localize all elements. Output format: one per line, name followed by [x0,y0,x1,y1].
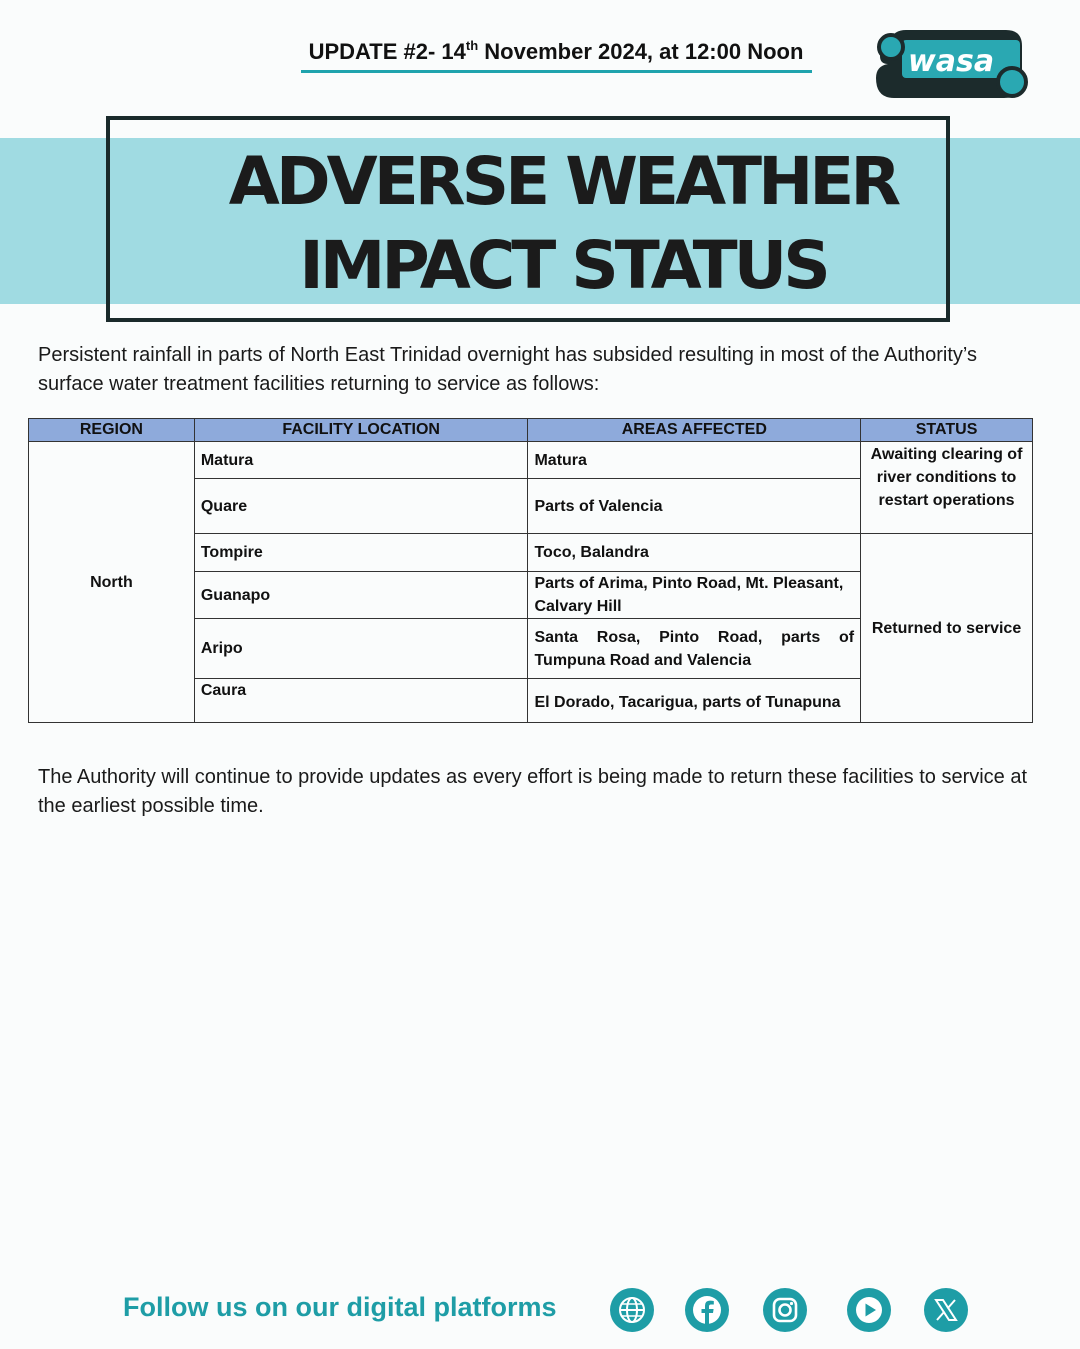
areas-cell: Parts of Arima, Pinto Road, Mt. Pleasant, Calvary Hill [528,572,861,619]
column-header: AREAS AFFECTED [528,419,861,442]
update-underline [301,70,812,73]
areas-cell: Santa Rosa, Pinto Road, parts of Tumpuna Road and Valencia [528,619,861,679]
youtube-icon[interactable] [847,1288,891,1332]
areas-cell: Matura [528,442,861,479]
closing-paragraph: The Authority will continue to provide updates as every effort is being made to return these facilities to service at the earliest possible time. [38,766,1028,817]
status-cell-returned: Returned to service [861,534,1033,723]
svg-text:wasa: wasa [908,44,995,79]
areas-cell: Parts of Valencia [528,479,861,534]
facility-cell: Caura [194,679,528,723]
areas-cell: Toco, Balandra [528,534,861,572]
facility-cell: Tompire [194,534,528,572]
facility-status-table [28,418,1033,723]
column-header: FACILITY LOCATION [194,419,528,442]
facility-cell: Guanapo [194,572,528,619]
column-header: STATUS [861,419,1033,442]
update-heading: UPDATE #2- 14th November 2024, at 12:00 Noon [308,38,804,64]
wasa-logo [872,26,1032,102]
table-row [29,442,1033,479]
intro-paragraph: Persistent rainfall in parts of North East Trinidad overnight has subsided resulting in most of the Authority’s surface water treatment facilities returning to service as follows: [38,344,978,395]
facility-cell: Matura [194,442,528,479]
table-header-row [29,419,1033,442]
instagram-icon[interactable] [763,1288,807,1332]
facebook-icon[interactable] [685,1288,729,1332]
status-cell-awaiting: Awaiting clearing of river conditions to restart operations [861,442,1033,534]
areas-cell: El Dorado, Tacarigua, parts of Tunapuna [528,679,861,723]
column-header: REGION [29,419,195,442]
region-cell: North [29,442,195,723]
x-icon[interactable] [924,1288,968,1332]
facility-cell: Quare [194,479,528,534]
facility-cell: Aripo [194,619,528,679]
globe-icon[interactable] [610,1288,654,1332]
follow-us-text: Follow us on our digital platforms [123,1292,557,1322]
page-title: ADVERSE WEATHER IMPACT STATUS [228,143,898,304]
